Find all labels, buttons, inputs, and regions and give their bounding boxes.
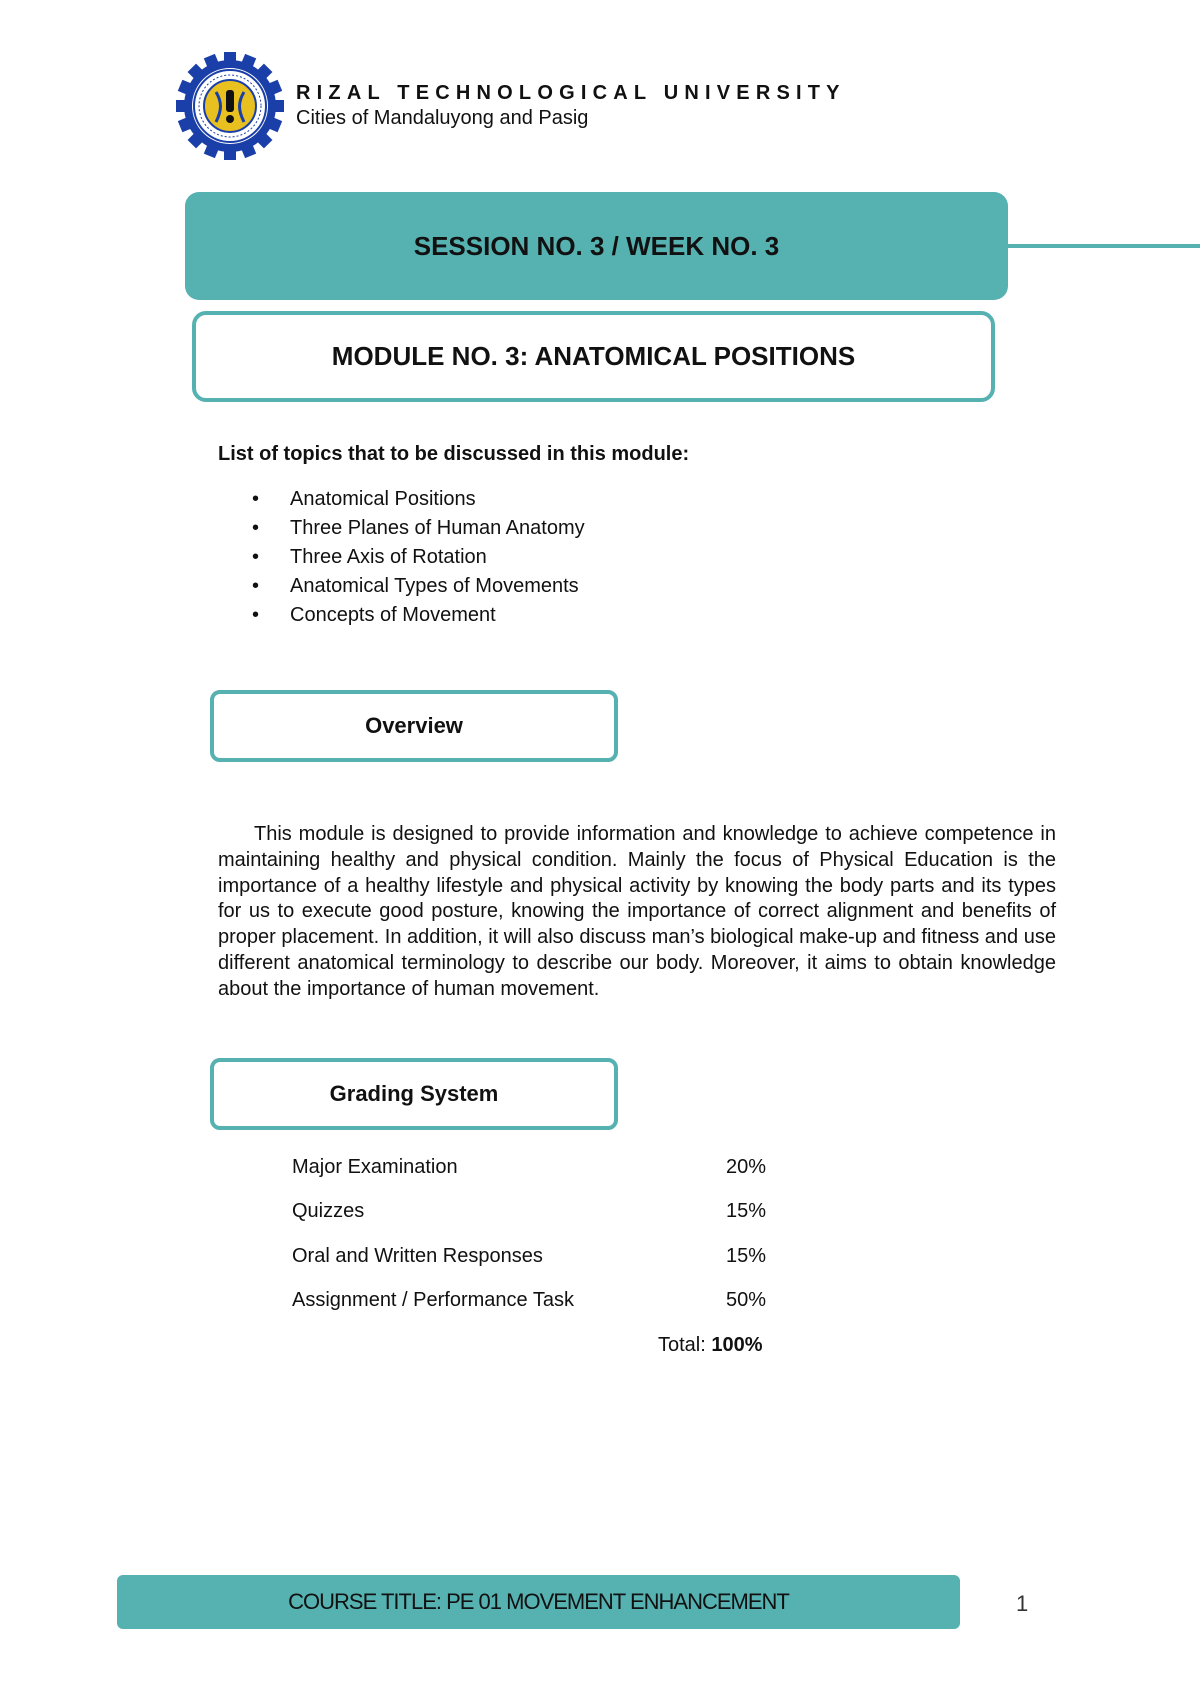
list-item: • Three Planes of Human Anatomy xyxy=(252,514,585,543)
overview-paragraph: This module is designed to provide information and knowledge to achieve competence in maintaining healthy and physical condition. Mainly the focus of Physical Education is the importance of a healthy lifestyle and physical activity by knowing the body parts and its types for us to execute good posture, knowing the importance of correct alignment and benefits of proper placement. In addition, it will also discuss man’s biological make-up and fitness and use different anatomical terminology to describe our body. Moreover, it aims to obtain knowledge about the importance of human movement. xyxy=(218,823,1056,1000)
page-number: 1 xyxy=(1016,1591,1029,1616)
session-title: SESSION NO. 3 / WEEK NO. 3 xyxy=(413,230,780,261)
university-name: RIZAL TECHNOLOGICAL UNIVERSITY xyxy=(296,82,846,104)
grading-heading-box xyxy=(210,1058,618,1130)
course-title: COURSE TITLE: PE 01 MOVEMENT ENHANCEMENT xyxy=(288,1589,789,1614)
grading-percent: 50% xyxy=(726,1289,767,1311)
grading-percent: 15% xyxy=(726,1245,767,1267)
module-title: MODULE NO. 3: ANATOMICAL POSITIONS xyxy=(331,341,856,371)
session-divider-line xyxy=(1008,244,1200,248)
grading-row xyxy=(292,1200,772,1223)
grading-row xyxy=(292,1156,772,1179)
grading-percent: 20% xyxy=(726,1156,767,1178)
topics-list xyxy=(252,485,585,630)
course-title-footer xyxy=(117,1575,960,1629)
topics-heading: List of topics that to be discussed in this module: xyxy=(218,443,690,465)
overview-heading-box xyxy=(210,690,618,762)
grading-total-value: 100% xyxy=(711,1334,763,1356)
overview-heading: Overview xyxy=(365,713,463,738)
grading-row xyxy=(292,1289,772,1312)
grading-row xyxy=(292,1245,772,1268)
university-subtitle: Cities of Mandaluyong and Pasig xyxy=(296,107,589,129)
module-title-box xyxy=(192,311,995,402)
grading-percent: 15% xyxy=(726,1200,767,1222)
grading-total xyxy=(658,1334,763,1357)
grading-item: Quizzes xyxy=(292,1200,365,1222)
grading-item: Major Examination xyxy=(292,1156,458,1178)
grading-item: Oral and Written Responses xyxy=(292,1245,543,1267)
grading-heading: Grading System xyxy=(329,1081,499,1106)
grading-total-label: Total: xyxy=(658,1334,706,1356)
session-banner xyxy=(185,192,1008,300)
list-item: • Anatomical Positions xyxy=(252,485,585,514)
list-item: • Three Axis of Rotation xyxy=(252,543,585,572)
grading-item: Assignment / Performance Task xyxy=(292,1289,574,1311)
list-item: • Concepts of Movement xyxy=(252,601,585,630)
university-seal-icon xyxy=(176,52,284,160)
list-item: • Anatomical Types of Movements xyxy=(252,572,585,601)
